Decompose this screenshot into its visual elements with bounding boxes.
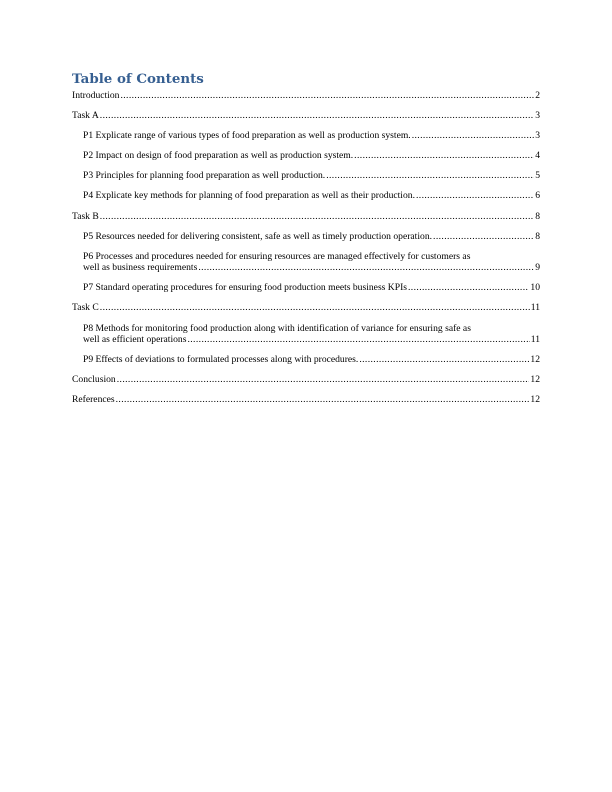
toc-page-number: 12 xyxy=(530,354,540,366)
toc-entry-text: P7 Standard operating procedures for ensuring food production meets business KPIs xyxy=(83,282,407,294)
toc-entry-p9[interactable] xyxy=(72,354,540,366)
dot-leader xyxy=(198,262,534,274)
dot-leader xyxy=(100,302,530,314)
toc-entry-references[interactable] xyxy=(72,394,540,406)
toc-entry-p3[interactable] xyxy=(72,170,540,182)
toc-page-number: 12 xyxy=(530,374,540,386)
toc-page-number: 9 xyxy=(535,262,540,274)
toc-page-number: 8 xyxy=(535,210,540,222)
toc-entry-task-b[interactable] xyxy=(72,211,540,223)
toc-entry-text: References xyxy=(72,394,115,406)
toc-entry-p6[interactable] xyxy=(72,251,540,274)
dot-leader xyxy=(408,282,529,294)
toc-page-number: 2 xyxy=(535,90,540,101)
dot-leader xyxy=(359,354,529,366)
dot-leader xyxy=(116,394,530,406)
toc-entry-text-line2: well as efficient operations xyxy=(83,334,187,346)
toc-title: Table of Contents xyxy=(72,71,204,87)
dot-leader xyxy=(100,211,534,223)
toc-entry-p4[interactable] xyxy=(72,190,540,202)
toc-entry-text-line1: P8 Methods for monitoring food production along with identification of variance for ensuring safe as xyxy=(83,322,471,334)
toc-entry-task-a[interactable] xyxy=(72,110,540,122)
dot-leader xyxy=(433,231,534,243)
toc-entry-text: Task A xyxy=(72,110,99,122)
toc-entry-p7[interactable] xyxy=(72,282,540,294)
dot-leader xyxy=(187,334,529,346)
toc-entry-text: Conclusion xyxy=(72,374,116,386)
toc-entry-p8[interactable] xyxy=(72,323,540,346)
toc-page-number: 11 xyxy=(530,302,540,314)
toc-page-number: 6 xyxy=(535,190,540,202)
toc-entry-text-line1: P6 Processes and procedures needed for ensuring resources are managed effectively for customers as xyxy=(83,250,471,262)
dot-leader xyxy=(416,190,534,202)
toc-page-number: 8 xyxy=(535,230,540,242)
toc-entry-text: Task C xyxy=(72,302,99,314)
toc-page-number: 12 xyxy=(530,394,540,406)
toc-entry-p5[interactable] xyxy=(72,231,540,243)
toc-entry-text: P2 Impact on design of food preparation as well as production system. xyxy=(83,150,354,162)
table-of-contents xyxy=(72,70,540,414)
toc-entry-text: P5 Resources needed for delivering consistent, safe as well as timely production operation. xyxy=(83,230,433,242)
dot-leader xyxy=(120,90,534,102)
dot-leader xyxy=(117,374,530,386)
dot-leader xyxy=(412,130,535,142)
toc-entry-text: Task B xyxy=(72,210,99,222)
toc-entry-p1[interactable] xyxy=(72,130,540,142)
toc-entry-task-c[interactable] xyxy=(72,302,540,314)
toc-entry-conclusion[interactable] xyxy=(72,374,540,386)
toc-page-number: 4 xyxy=(535,150,540,162)
dot-leader xyxy=(326,170,534,182)
toc-entry-text: P3 Principles for planning food preparation as well production. xyxy=(83,170,326,182)
toc-page-number: 3 xyxy=(535,130,540,142)
toc-entry-text: P4 Explicate key methods for planning of food preparation as well as their production. xyxy=(83,190,415,202)
toc-page-number: 10 xyxy=(530,282,540,294)
toc-entry-text-line2: well as business requirements xyxy=(83,262,198,274)
dot-leader xyxy=(100,110,534,122)
dot-leader xyxy=(354,150,534,162)
toc-page-number: 3 xyxy=(535,110,540,122)
toc-page-number: 11 xyxy=(530,334,540,346)
toc-entry-p2[interactable] xyxy=(72,150,540,162)
toc-entry-introduction[interactable] xyxy=(72,90,540,102)
toc-entry-text: P9 Effects of deviations to formulated processes along with procedures. xyxy=(83,354,359,366)
toc-page-number: 5 xyxy=(535,170,540,182)
toc-entry-text: Introduction xyxy=(72,90,120,101)
toc-entry-text: P1 Explicate range of various types of food preparation as well as production system. xyxy=(83,130,411,142)
